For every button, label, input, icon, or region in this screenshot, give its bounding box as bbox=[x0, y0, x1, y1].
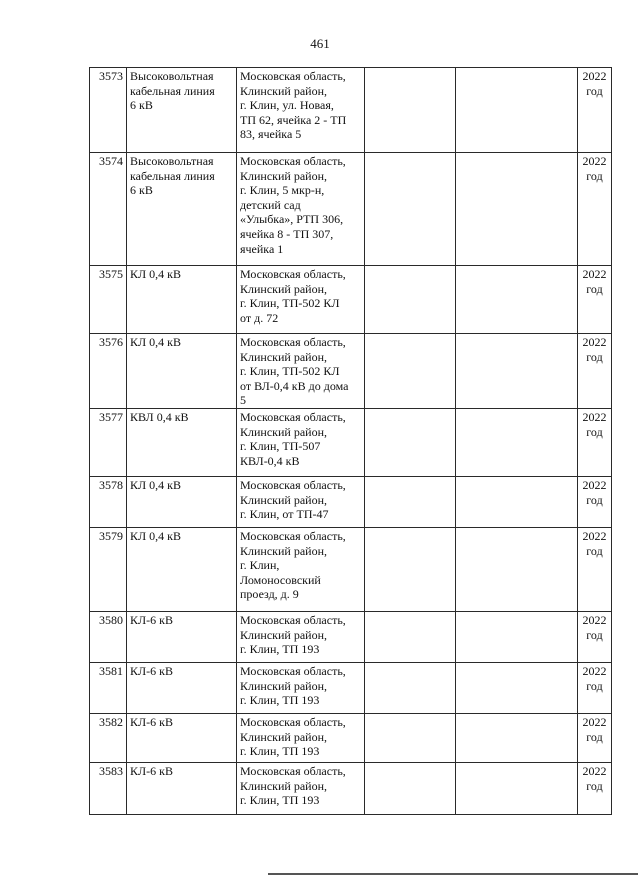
address-line: Московская область, bbox=[240, 267, 346, 281]
address-line: г. Клин, ТП 193 bbox=[240, 744, 320, 759]
address-line: г. Клин, ТП 193 bbox=[240, 642, 320, 657]
empty-cell-col4 bbox=[365, 611, 456, 662]
address-line: Клинский район, bbox=[240, 424, 328, 439]
address-line: Московская область, bbox=[240, 69, 346, 83]
row-number-cell: 3580 bbox=[90, 611, 127, 662]
table-row bbox=[90, 713, 612, 762]
year-value: 2022 bbox=[582, 612, 607, 627]
row-number-cell: 3575 bbox=[90, 266, 127, 334]
empty-cell-col4 bbox=[365, 762, 456, 814]
table-row bbox=[90, 662, 612, 713]
year-value: 2022 bbox=[582, 714, 607, 729]
year-cell bbox=[578, 713, 612, 762]
page-bottom-rule bbox=[268, 873, 638, 875]
object-name-line: кабельная линия bbox=[130, 83, 215, 98]
address-cell bbox=[237, 334, 365, 409]
table-row bbox=[90, 476, 612, 527]
address-line: Московская область, bbox=[240, 663, 346, 678]
table-row bbox=[90, 334, 612, 409]
year-value: 2022 bbox=[582, 267, 607, 281]
address-line: Клинский район, bbox=[240, 543, 328, 558]
year-unit: год bbox=[586, 678, 603, 693]
year-cell bbox=[578, 662, 612, 713]
address-line: Клинский район, bbox=[240, 678, 328, 693]
row-number-cell: 3582 bbox=[90, 713, 127, 762]
address-line: Московская область, bbox=[240, 409, 346, 424]
address-line: от д. 72 bbox=[240, 310, 279, 325]
object-name-cell bbox=[127, 611, 237, 662]
empty-cell-col5 bbox=[456, 68, 578, 153]
address-line: Московская область, bbox=[240, 335, 346, 349]
object-name-line: 6 кВ bbox=[130, 98, 153, 113]
address-cell bbox=[237, 662, 365, 713]
address-line: Клинский район, bbox=[240, 83, 328, 98]
address-line: Московская область, bbox=[240, 763, 346, 778]
object-name-line: КЛ-6 кВ bbox=[130, 714, 173, 729]
empty-cell-col5 bbox=[456, 527, 578, 611]
address-line: г. Клин, ТП 193 bbox=[240, 793, 320, 808]
year-value: 2022 bbox=[582, 477, 607, 492]
address-cell bbox=[237, 713, 365, 762]
page-number: 461 bbox=[310, 36, 330, 51]
address-cell bbox=[237, 266, 365, 334]
empty-cell-col4 bbox=[365, 334, 456, 409]
empty-cell-col5 bbox=[456, 713, 578, 762]
object-name-line: 6 кВ bbox=[130, 183, 153, 198]
object-name-cell bbox=[127, 68, 237, 153]
address-cell bbox=[237, 476, 365, 527]
object-name-line: КЛ 0,4 кВ bbox=[130, 528, 181, 543]
address-line: ячейка 8 - ТП 307, bbox=[240, 226, 334, 241]
empty-cell-col4 bbox=[365, 713, 456, 762]
row-number-cell: 3577 bbox=[90, 408, 127, 476]
year-unit: год bbox=[586, 492, 603, 507]
address-line: «Улыбка», РТП 306, bbox=[240, 212, 344, 227]
address-line: КВЛ-0,4 кВ bbox=[240, 453, 300, 468]
address-line: от ВЛ-0,4 кВ до дома bbox=[240, 378, 349, 393]
address-line: Клинский район, bbox=[240, 627, 328, 642]
object-name-line: Высоковольтная bbox=[130, 69, 214, 83]
year-value: 2022 bbox=[582, 528, 607, 543]
address-line: г. Клин, ул. Новая, bbox=[240, 98, 334, 113]
address-cell bbox=[237, 68, 365, 153]
address-line: 83, ячейка 5 bbox=[240, 127, 302, 142]
empty-cell-col5 bbox=[456, 408, 578, 476]
year-unit: год bbox=[586, 168, 603, 183]
object-name-line: КЛ-6 кВ bbox=[130, 663, 173, 678]
year-value: 2022 bbox=[582, 154, 607, 168]
year-value: 2022 bbox=[582, 663, 607, 678]
object-name-cell bbox=[127, 713, 237, 762]
table-row bbox=[90, 408, 612, 476]
registry-table bbox=[89, 67, 612, 815]
address-line: Московская область, bbox=[240, 612, 346, 627]
year-cell bbox=[578, 762, 612, 814]
row-number-cell: 3581 bbox=[90, 662, 127, 713]
object-name-line: КЛ 0,4 кВ bbox=[130, 477, 181, 492]
year-unit: год bbox=[586, 543, 603, 558]
empty-cell-col5 bbox=[456, 662, 578, 713]
object-name-line: КЛ 0,4 кВ bbox=[130, 267, 181, 281]
table-row bbox=[90, 68, 612, 153]
address-cell bbox=[237, 153, 365, 266]
object-name-cell bbox=[127, 153, 237, 266]
object-name-cell bbox=[127, 476, 237, 527]
empty-cell-col5 bbox=[456, 762, 578, 814]
year-unit: год bbox=[586, 83, 603, 98]
object-name-line: Высоковольтная bbox=[130, 154, 214, 168]
address-line: ТП 62, ячейка 2 - ТП bbox=[240, 112, 347, 127]
empty-cell-col4 bbox=[365, 408, 456, 476]
address-line: Клинский район, bbox=[240, 168, 328, 183]
table-row bbox=[90, 266, 612, 334]
year-cell bbox=[578, 476, 612, 527]
object-name-cell bbox=[127, 334, 237, 409]
year-cell bbox=[578, 611, 612, 662]
year-unit: год bbox=[586, 729, 603, 744]
address-line: Клинский район, bbox=[240, 349, 328, 364]
address-cell bbox=[237, 408, 365, 476]
year-unit: год bbox=[586, 281, 603, 296]
object-name-cell bbox=[127, 527, 237, 611]
address-line: проезд, д. 9 bbox=[240, 587, 299, 602]
year-cell bbox=[578, 527, 612, 611]
registry-table-body bbox=[90, 68, 612, 815]
address-line: г. Клин, ТП-502 КЛ bbox=[240, 296, 340, 311]
year-cell bbox=[578, 153, 612, 266]
address-line: Клинский район, bbox=[240, 778, 328, 793]
address-line: Клинский район, bbox=[240, 729, 328, 744]
address-line: г. Клин, bbox=[240, 558, 280, 573]
year-cell bbox=[578, 334, 612, 409]
empty-cell-col4 bbox=[365, 68, 456, 153]
year-cell bbox=[578, 68, 612, 153]
row-number-cell: 3579 bbox=[90, 527, 127, 611]
year-unit: год bbox=[586, 349, 603, 364]
year-cell bbox=[578, 408, 612, 476]
object-name-line: КЛ-6 кВ bbox=[130, 612, 173, 627]
object-name-line: КЛ-6 кВ bbox=[130, 763, 173, 778]
address-line: г. Клин, от ТП-47 bbox=[240, 507, 329, 522]
address-cell bbox=[237, 611, 365, 662]
table-row bbox=[90, 611, 612, 662]
address-line: 5 bbox=[240, 393, 246, 408]
empty-cell-col4 bbox=[365, 476, 456, 527]
address-line: детский сад bbox=[240, 197, 301, 212]
object-name-cell bbox=[127, 762, 237, 814]
address-line: Московская область, bbox=[240, 477, 346, 492]
address-line: г. Клин, ТП-507 bbox=[240, 439, 321, 454]
table-row bbox=[90, 527, 612, 611]
year-unit: год bbox=[586, 424, 603, 439]
empty-cell-col5 bbox=[456, 153, 578, 266]
address-line: г. Клин, 5 мкр-н, bbox=[240, 183, 325, 198]
year-value: 2022 bbox=[582, 409, 607, 424]
year-value: 2022 bbox=[582, 763, 607, 778]
empty-cell-col4 bbox=[365, 153, 456, 266]
address-line: г. Клин, ТП-502 КЛ bbox=[240, 364, 340, 379]
address-cell bbox=[237, 762, 365, 814]
object-name-line: КЛ 0,4 кВ bbox=[130, 335, 181, 349]
row-number-cell: 3578 bbox=[90, 476, 127, 527]
year-unit: год bbox=[586, 627, 603, 642]
empty-cell-col4 bbox=[365, 527, 456, 611]
address-line: г. Клин, ТП 193 bbox=[240, 693, 320, 708]
year-unit: год bbox=[586, 778, 603, 793]
empty-cell-col5 bbox=[456, 334, 578, 409]
object-name-cell bbox=[127, 408, 237, 476]
year-value: 2022 bbox=[582, 335, 607, 349]
object-name-line: кабельная линия bbox=[130, 168, 215, 183]
year-value: 2022 bbox=[582, 69, 607, 83]
empty-cell-col5 bbox=[456, 611, 578, 662]
address-line: Московская область, bbox=[240, 714, 346, 729]
row-number-cell: 3574 bbox=[90, 153, 127, 266]
row-number-cell: 3573 bbox=[90, 68, 127, 153]
empty-cell-col4 bbox=[365, 662, 456, 713]
year-cell bbox=[578, 266, 612, 334]
address-line: Клинский район, bbox=[240, 281, 328, 296]
address-line: Московская область, bbox=[240, 528, 346, 543]
table-row bbox=[90, 762, 612, 814]
object-name-line: КВЛ 0,4 кВ bbox=[130, 409, 189, 424]
object-name-cell bbox=[127, 266, 237, 334]
address-line: ячейка 1 bbox=[240, 241, 284, 256]
object-name-cell bbox=[127, 662, 237, 713]
empty-cell-col5 bbox=[456, 476, 578, 527]
table-row bbox=[90, 153, 612, 266]
row-number-cell: 3583 bbox=[90, 762, 127, 814]
empty-cell-col4 bbox=[365, 266, 456, 334]
address-line: Клинский район, bbox=[240, 492, 328, 507]
row-number-cell: 3576 bbox=[90, 334, 127, 409]
address-line: Ломоносовский bbox=[240, 572, 321, 587]
empty-cell-col5 bbox=[456, 266, 578, 334]
address-line: Московская область, bbox=[240, 154, 346, 168]
address-cell bbox=[237, 527, 365, 611]
